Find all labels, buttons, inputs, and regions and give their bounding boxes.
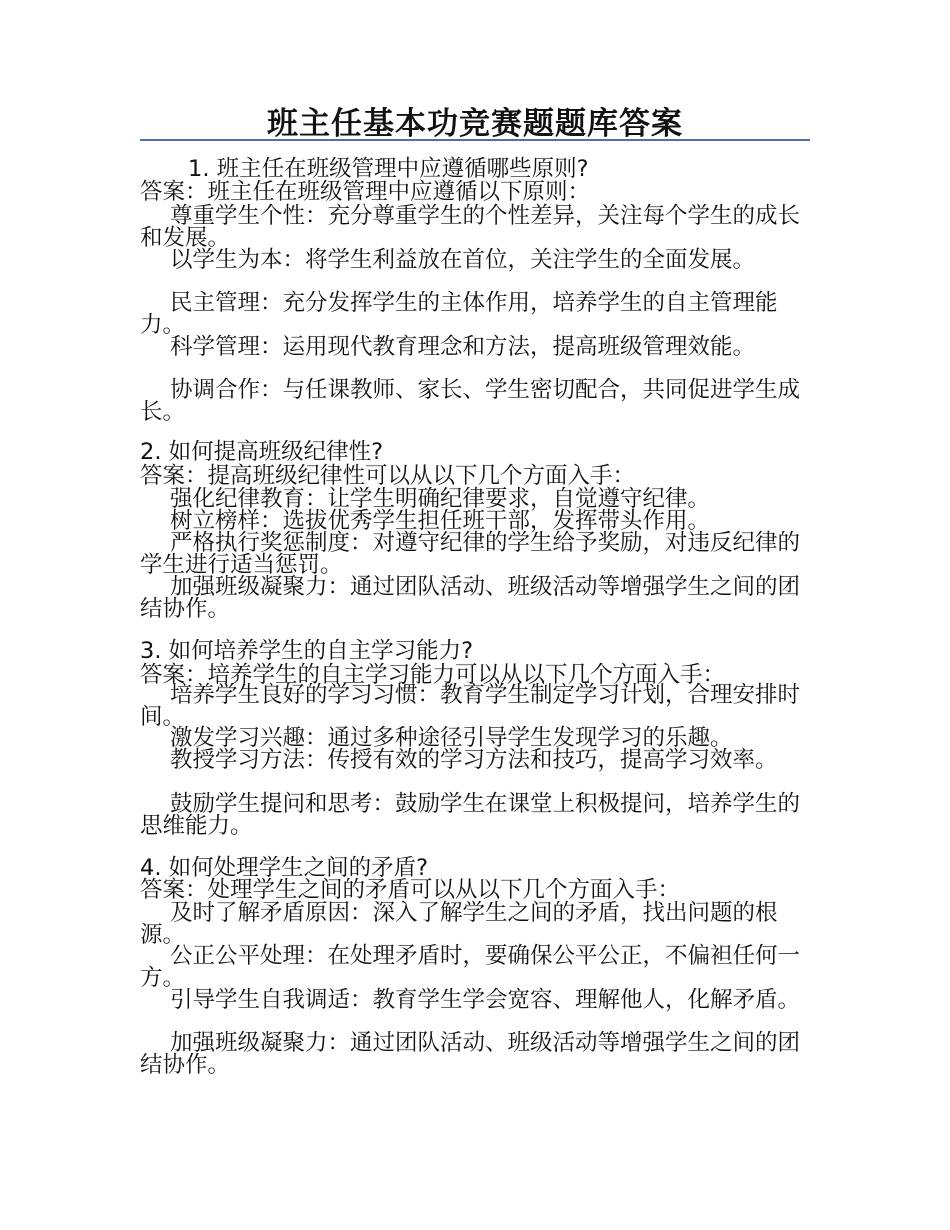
answer-1-point-5: 协调合作：与任课教师、家长、学生密切配合，共同促进学生成长。	[140, 377, 801, 425]
answer-3-point-1: 培养学生良好的学习习惯：教育学生制定学习计划，合理安排时间。	[140, 682, 801, 730]
answer-4-point-3: 引导学生自我调适：教育学生学会宽容、理解他人，化解矛盾。	[170, 987, 801, 1013]
answer-1-point-2: 以学生为本：将学生利益放在首位，关注学生的全面发展。	[170, 247, 756, 273]
answer-2-point-2: 树立榜样：选拔优秀学生担任班干部，发挥带头作用。	[170, 508, 711, 534]
answer-2-intro: 答案：提高班级纪律性可以从以下几个方面入手：	[140, 463, 636, 489]
answer-1-point-3: 民主管理：充分发挥学生的主体作用，培养学生的自主管理能力。	[140, 290, 778, 338]
question-1: 1. 班主任在班级管理中应遵循哪些原则?	[188, 156, 589, 182]
title-underline	[140, 139, 810, 141]
answer-4-point-4: 加强班级凝聚力：通过团队活动、班级活动等增强学生之间的团结协作。	[140, 1030, 801, 1078]
answer-2-point-3: 严格执行奖惩制度：对遵守纪律的学生给予奖励，对违反纪律的学生进行适当惩罚。	[140, 530, 801, 578]
answer-1-point-1: 尊重学生个性：充分尊重学生的个性差异，关注每个学生的成长和发展。	[140, 203, 801, 251]
answer-2-point-1: 强化纪律教育：让学生明确纪律要求，自觉遵守纪律。	[170, 486, 711, 512]
answer-4-point-1: 及时了解矛盾原因：深入了解学生之间的矛盾，找出问题的根源。	[140, 900, 778, 948]
question-4: 4. 如何处理学生之间的矛盾?	[140, 855, 429, 881]
answer-1-intro: 答案：班主任在班级管理中应遵循以下原则：	[140, 179, 591, 205]
question-3: 3. 如何培养学生的自主学习能力?	[140, 638, 474, 664]
answer-3-intro: 答案：培养学生的自主学习能力可以从以下几个方面入手：	[140, 662, 726, 688]
answer-3-point-4: 鼓励学生提问和思考：鼓励学生在课堂上积极提问，培养学生的思维能力。	[140, 791, 801, 839]
answer-1-point-4: 科学管理：运用现代教育理念和方法，提高班级管理效能。	[170, 334, 756, 360]
document-title: 班主任基本功竞赛题题库答案	[267, 106, 683, 142]
answer-4-intro: 答案：处理学生之间的矛盾可以从以下几个方面入手：	[140, 877, 681, 903]
answer-4-point-2: 公正公平处理：在处理矛盾时，要确保公平公正，不偏袒任何一方。	[140, 943, 801, 991]
answer-3-point-3: 教授学习方法：传授有效的学习方法和技巧，提高学习效率。	[170, 747, 778, 773]
question-2: 2. 如何提高班级纪律性?	[140, 439, 384, 465]
answer-2-point-4: 加强班级凝聚力：通过团队活动、班级活动等增强学生之间的团结协作。	[140, 574, 801, 622]
answer-3-point-2: 激发学习兴趣：通过多种途径引导学生发现学习的乐趣。	[170, 725, 733, 751]
